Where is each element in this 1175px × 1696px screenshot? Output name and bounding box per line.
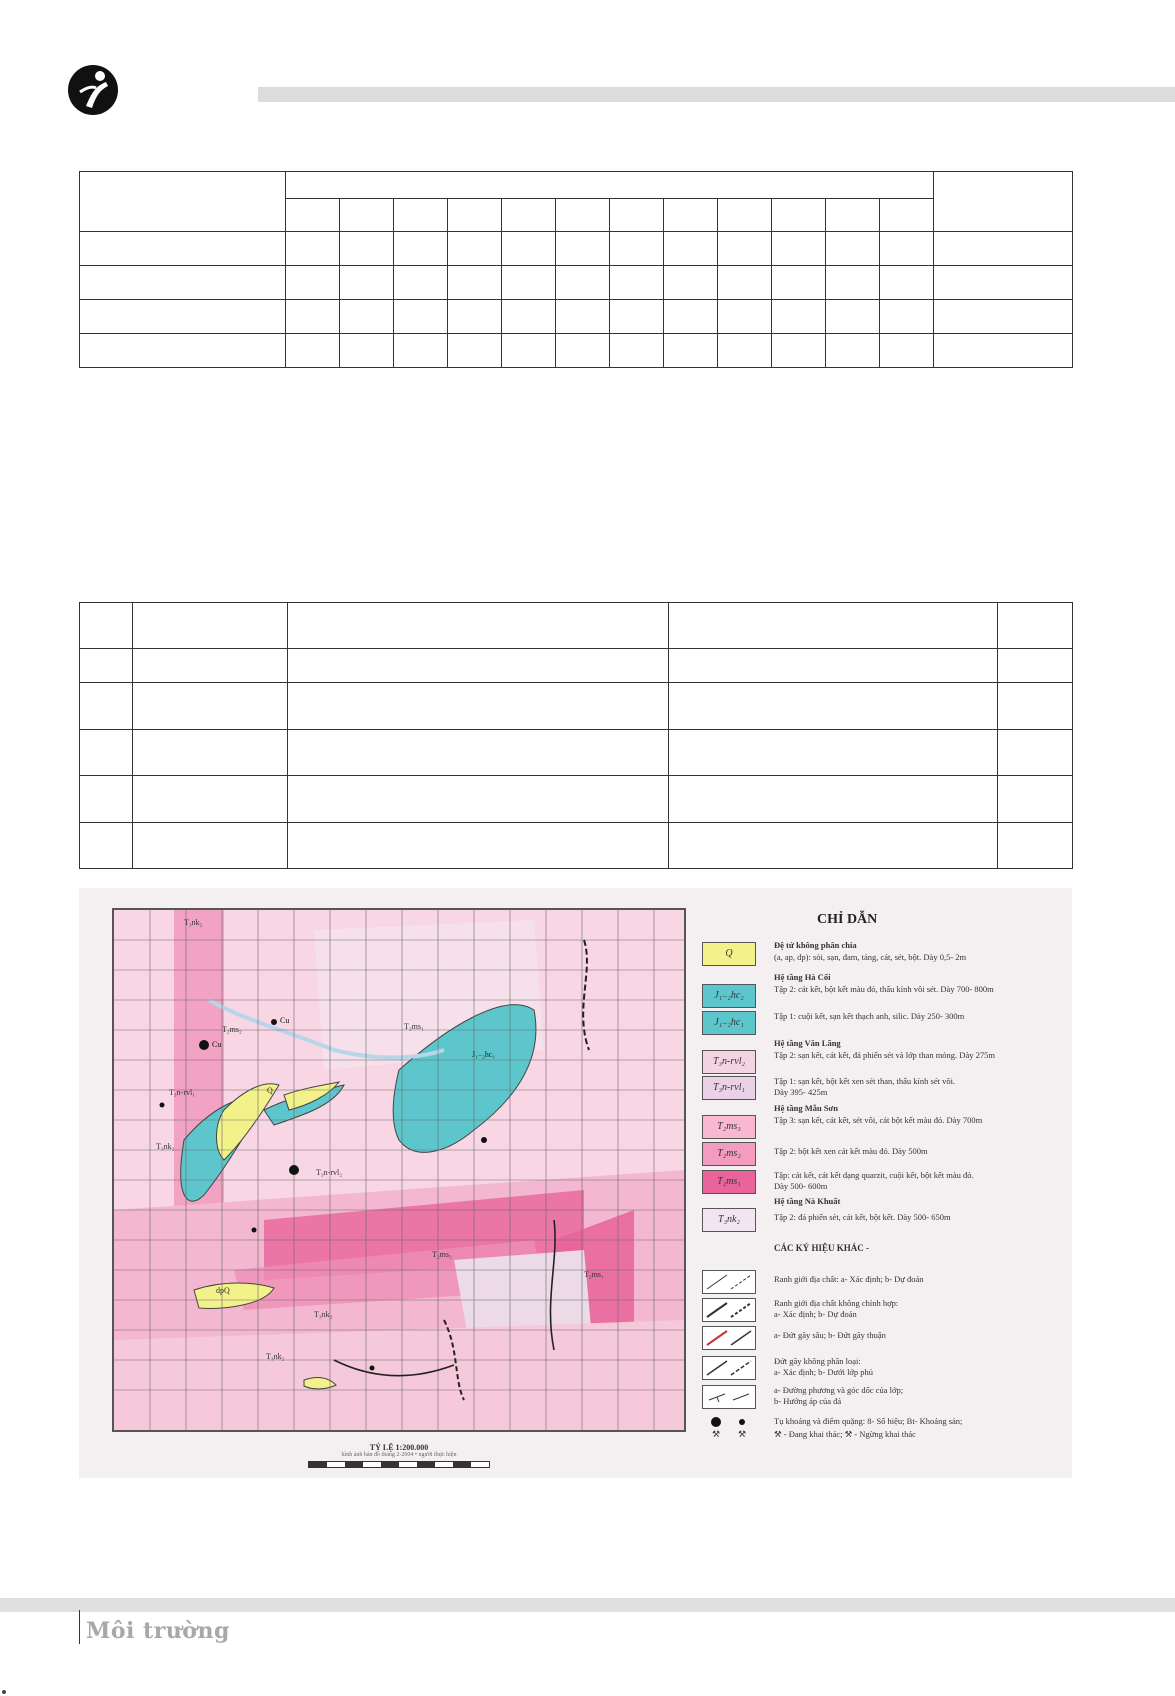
footer-section-title: Môi trường (86, 1618, 230, 1644)
table-cell (502, 199, 556, 232)
table-cell (286, 266, 340, 300)
legend-text: ⚒ - Đang khai thác; ⚒ - Ngừng khai thác (774, 1429, 916, 1439)
legend-swatch: T₂ms₁ (702, 1170, 756, 1194)
table-cell (669, 776, 998, 823)
table-cell (880, 334, 934, 368)
legend-text: Dày 500- 600m (774, 1181, 828, 1191)
table-cell (772, 199, 826, 232)
header-band (258, 87, 1175, 102)
map-label: T₃nk₂ (184, 918, 203, 927)
table-cell (669, 649, 998, 683)
table-cell (880, 232, 934, 266)
legend-text: Tập 3: sạn kết, cát kết, sét vôi, cát bột kết màu đỏ. Dày 700m (774, 1115, 983, 1125)
legend-swatch: T₂ms₃ (702, 1115, 756, 1139)
map-canvas (114, 910, 684, 1430)
table-cell (286, 199, 340, 232)
scale-title: TỶ LỆ 1:200.000 (369, 1443, 429, 1452)
legend-text: (a, ap, dp): sỏi, sạn, đam, tảng, cát, sét, bột. Dày 0,5- 2m (774, 952, 967, 962)
table-cell (880, 266, 934, 300)
table-cell (998, 649, 1073, 683)
map-label: T₂ms₁ (404, 1022, 424, 1031)
map-label: Cu (212, 1040, 222, 1049)
table-cell (826, 199, 880, 232)
table-cell (133, 649, 288, 683)
legend-heading: Hệ tầng Văn Lãng (774, 1038, 841, 1048)
legend-text: a- Xác định; b- Dưới lớp phủ (774, 1367, 874, 1377)
table-cell (826, 300, 880, 334)
legend-text: a- Đứt gãy sâu; b- Đứt gãy thuận (774, 1330, 886, 1340)
table-cell (772, 300, 826, 334)
table-cell (718, 232, 772, 266)
table-cell (133, 776, 288, 823)
table-cell (80, 232, 286, 266)
table-row (80, 232, 1073, 266)
map-label: T₃nk₂ (266, 1352, 285, 1361)
table-header-cell (998, 603, 1073, 649)
table-cell (664, 232, 718, 266)
table-header-cell (669, 603, 998, 649)
table-cell (448, 199, 502, 232)
table-cell (394, 300, 448, 334)
table-header-cell (934, 172, 1073, 232)
table-row (80, 776, 1073, 823)
table-header-row (80, 603, 1073, 649)
table-cell (826, 334, 880, 368)
map-label: T₃nk₂ (314, 1310, 333, 1319)
table-cell (448, 300, 502, 334)
table-cell (556, 232, 610, 266)
table-row (80, 334, 1073, 368)
legend-swatch: J₁₋₂hc₁ (702, 1011, 756, 1035)
table-header-cell (80, 172, 286, 232)
geological-map (112, 908, 686, 1432)
table-cell (80, 730, 133, 776)
table-cell (664, 199, 718, 232)
legend-swatch: T₃n-rvl₂ (702, 1050, 756, 1074)
legend-subtitle: CÁC KÝ HIỆU KHÁC - (774, 1243, 870, 1253)
legend-swatch: T₂ms₂ (702, 1142, 756, 1166)
table-cell (718, 266, 772, 300)
table-cell (502, 334, 556, 368)
map-label: T₂ms₃ (432, 1250, 452, 1259)
table-cell (669, 683, 998, 730)
table-cell (80, 683, 133, 730)
table-cell (664, 300, 718, 334)
table-cell (556, 199, 610, 232)
legend-text: Tập: cát kết, cát kết dạng quarzit, cuội kết, bột kết màu đỏ. (774, 1170, 974, 1180)
table-cell (502, 300, 556, 334)
table-cell (80, 266, 286, 300)
table-cell (288, 823, 669, 869)
table-cell (610, 199, 664, 232)
svg-text:⚒: ⚒ (712, 1429, 721, 1439)
legend-swatch: Q (702, 942, 756, 966)
table-row (80, 300, 1073, 334)
legend-text: a- Xác định; b- Dự đoán (774, 1309, 857, 1319)
footer-divider (79, 1610, 80, 1644)
map-label: dpQ (216, 1286, 230, 1295)
svg-text:⚒: ⚒ (738, 1429, 747, 1439)
table-cell (80, 776, 133, 823)
table-cell (610, 266, 664, 300)
table-row (80, 683, 1073, 730)
table-cell (80, 823, 133, 869)
table-cell (664, 334, 718, 368)
table-cell (288, 683, 669, 730)
table-header-row (80, 172, 1073, 199)
map-label: T₃nk₂ (156, 1142, 175, 1151)
map-label: T₃n-rvl₁ (169, 1088, 196, 1097)
legend-text: Tập 2: cát kết, bột kết màu đỏ, thấu kính vôi sét. Dày 700- 800m (774, 984, 994, 994)
legend-text: Đứt gãy không phân loại: (774, 1356, 861, 1366)
table-cell (718, 334, 772, 368)
data-table-2 (79, 602, 1073, 869)
table-cell (133, 823, 288, 869)
map-scale (279, 1443, 519, 1468)
table-cell (998, 823, 1073, 869)
table-cell (669, 823, 998, 869)
table-cell (556, 300, 610, 334)
geological-map-figure (79, 888, 1072, 1478)
fault-symbol-icon (702, 1326, 756, 1350)
table-header-cell (288, 603, 669, 649)
table-cell (394, 334, 448, 368)
strike-dip-symbol-icon (702, 1385, 756, 1409)
table-cell (772, 266, 826, 300)
table-cell (934, 232, 1073, 266)
legend-text: Tụ khoáng và điểm quặng: 8- Số hiệu; Bt- Khoáng sản; (774, 1416, 963, 1426)
map-label: T₂ms₁ (584, 1270, 604, 1279)
table-cell (448, 334, 502, 368)
table-cell (340, 300, 394, 334)
page-marker (2, 1690, 6, 1694)
legend-text: Dày 395- 425m (774, 1087, 828, 1097)
scale-bar (308, 1461, 490, 1468)
footer-band (0, 1598, 1175, 1612)
table-cell (502, 266, 556, 300)
map-label: T₃n-rvl₂ (316, 1168, 343, 1177)
table-cell (288, 776, 669, 823)
legend-heading: Hệ tầng Mẫu Sơn (774, 1103, 838, 1113)
table-cell (934, 334, 1073, 368)
table-cell (394, 199, 448, 232)
table-cell (610, 232, 664, 266)
table-cell (340, 334, 394, 368)
unconformity-symbol-icon (702, 1298, 756, 1322)
table-cell (880, 199, 934, 232)
table-cell (133, 730, 288, 776)
table-header-cell (80, 603, 133, 649)
legend-heading: Hệ tầng Nà Khuất (774, 1196, 841, 1206)
unclassified-fault-symbol-icon (702, 1356, 756, 1380)
table-cell (934, 266, 1073, 300)
table-cell (394, 266, 448, 300)
table-row (80, 649, 1073, 683)
legend-text: Tập 1: cuội kết, sạn kết thạch anh, silic. Dày 250- 300m (774, 1011, 965, 1021)
table-cell (394, 232, 448, 266)
legend-text: Ranh giới địa chất: a- Xác định; b- Dự đoán (774, 1274, 924, 1284)
data-table-1 (79, 171, 1073, 368)
publisher-logo-icon (66, 62, 120, 118)
table-header-cell (286, 172, 934, 199)
table-cell (288, 730, 669, 776)
table-cell (448, 266, 502, 300)
table-cell (826, 232, 880, 266)
table-cell (340, 266, 394, 300)
legend-text: Ranh giới địa chất không chỉnh hợp: (774, 1298, 899, 1308)
boundary-symbol-icon (702, 1270, 756, 1294)
table-cell (772, 232, 826, 266)
table-cell (286, 300, 340, 334)
legend-text: Tập 1: sạn kết, bột kết xen sét than, thấu kính sét vôi. (774, 1076, 956, 1086)
map-label: Cu (280, 1016, 290, 1025)
legend-swatch: T₃n-rvl₁ (702, 1076, 756, 1100)
table-row (80, 730, 1073, 776)
table-cell (286, 334, 340, 368)
legend-title: CHỈ DẪN (817, 912, 878, 927)
legend-text: Tập 2: đá phiến sét, cát kết, bột kết. Dày 500- 650m (774, 1212, 951, 1222)
table-cell (340, 199, 394, 232)
table-header-cell (133, 603, 288, 649)
table-cell (556, 334, 610, 368)
table-cell (556, 266, 610, 300)
legend-text: b- Hướng áp của đá (774, 1396, 842, 1406)
legend-text: Tập 2: bột kết xen cát kết màu đỏ. Dày 500m (774, 1146, 928, 1156)
table-cell (610, 334, 664, 368)
table-cell (998, 683, 1073, 730)
table-cell (772, 334, 826, 368)
table-row (80, 266, 1073, 300)
table-cell (610, 300, 664, 334)
legend-heading: Đệ tứ không phân chia (774, 940, 857, 950)
table-cell (880, 300, 934, 334)
table-cell (502, 232, 556, 266)
legend-swatch: T₃nk₂ (702, 1208, 756, 1232)
table-cell (340, 232, 394, 266)
ore-point-symbol-icon (708, 1416, 754, 1440)
legend-text: Tập 2: sạn kết, cát kết, đá phiến sét và lớp than mỏng. Dày 275m (774, 1050, 995, 1060)
table-cell (998, 776, 1073, 823)
map-label: J₁₋₂hc₁ (472, 1050, 496, 1059)
table-cell (664, 266, 718, 300)
table-cell (826, 266, 880, 300)
table-cell (80, 334, 286, 368)
table-cell (718, 300, 772, 334)
legend-text: a- Đường phương và góc dốc của lớp; (774, 1385, 904, 1395)
table-cell (998, 730, 1073, 776)
table-cell (934, 300, 1073, 334)
table-cell (448, 232, 502, 266)
table-row (80, 823, 1073, 869)
table-cell (718, 199, 772, 232)
table-cell (80, 300, 286, 334)
map-label: T₂ms₂ (222, 1025, 242, 1034)
scale-note: hình ảnh bản đồ tháng 2-2004 • người thực hiện (341, 1452, 457, 1458)
table-cell (133, 683, 288, 730)
table-cell (288, 649, 669, 683)
map-label: Q (267, 1086, 273, 1095)
table-cell (286, 232, 340, 266)
table-cell (669, 730, 998, 776)
legend-swatch: J₁₋₂hc₂ (702, 984, 756, 1008)
legend-heading: Hệ tầng Hà Cối (774, 972, 831, 982)
table-cell (80, 649, 133, 683)
